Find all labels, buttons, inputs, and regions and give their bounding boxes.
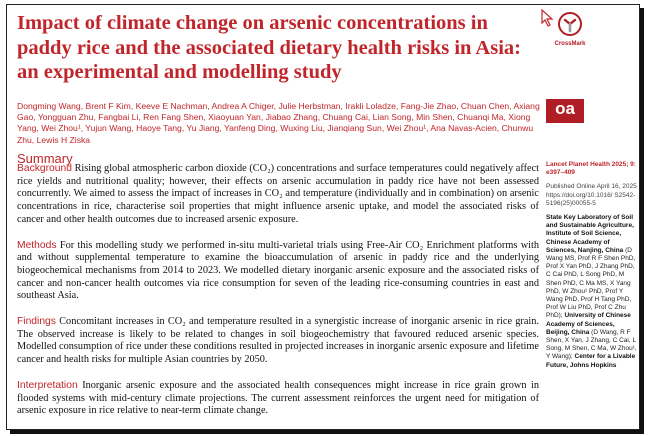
section-lead: Methods (17, 239, 57, 251)
publication-info[interactable]: Published Online April 16, 2025 https://doi.org/10.1016/ S2542-5196(25)00055-5 (546, 183, 637, 207)
section-text: For this modelling study we performed in-situ multi-varietal trials using Free-Air CO₂ Enrichment platforms with and without supplemental temperature to examine the bioaccumulation of arsenic in paddy rice and the underlying biogeochemical mechanisms from 2014 to 2023. We modelled dietary inorganic arsenic exposure and the associated risks of cancer and non-cancer health outcomes via rice consumption for seven of the leading rice-consuming countries in east and southeast Asia. (17, 239, 540, 302)
affiliation-institution: Center for a Livable Future, Johns Hopkins (546, 353, 636, 369)
section-interpretation (17, 380, 539, 418)
section-methods (17, 240, 539, 304)
open-access-strip (546, 121, 584, 123)
section-text: Concomitant increases in CO₂ and temperature resulted in a synergistic increase of inorganic arsenic in rice grain. The observed increase is likely to be related to changes in soil biogeochemistry that favoured reduced arsenic species. Modelled consumption of rice under these conditions resulted in projected increases in inorganic arsenic exposure and lifetime cancer and health risks for multiple Asian countries by 2050. (17, 316, 540, 366)
affiliation-authors: (D Wang MS, Prof R F Shen PhD, Prof X Yan PhD, J Zhang PhD, C Cai PhD, L Song PhD, M Shen PhD, C Ma MS, X Yang PhD, W Zhou¹ PhD, Prof Y Wang PhD, Prof H Tang PhD, Prof W Liu PhD, Prof C Zhu PhD); (546, 246, 636, 320)
article-title: Impact of climate change on arsenic concentrations in paddy rice and the associated dietary health risks in Asia: an experimental and modelling study (17, 12, 521, 83)
crossmark-icon (557, 11, 583, 37)
article-frame (6, 4, 640, 430)
section-text: Rising global atmospheric carbon dioxide (CO₂) concentrations and surface temperatures could negatively affect rice yields and nutritional quality; however, their effects on arsenic accumulation in paddy rice have not been assessed concurrently. We aimed to assess the impact of increases in CO₂ and temperature (individually and in combination) on arsenic concentrations in rice, characterise soil properties that might influence arsenic uptake, and model the associated risks of cancer and other health outcomes due to increased arsenic exposure. (17, 163, 540, 225)
affiliation-institution: University of Chinese Academy of Sciences, Beijing, China (546, 312, 631, 336)
sidebar (546, 161, 638, 376)
crossmark-badge[interactable] (551, 11, 589, 47)
section-findings (17, 316, 539, 367)
author-list: Dongming Wang, Brent F Kim, Keeve E Nachman, Andrea A Chiger, Julie Herbstman, Irakli Loladze, Fang-Jie Zhao, Chuan Chen, Axiang Gao, Yongguan Zhu, Fangbai Li, Ren Fang Shen, Xiaoyuan Yan, Jiabao Zhang, Chuang Cai, Lian Song, Min Shen, Chuanqi Ma, Xiong Yang, Wei Zhou¹, Yujun Wang, Haoye Tang, Yu Jiang, Yanfeng Ding, Wuxing Liu, Jianqiang Sun, Wei Zhou¹, Ana Navas-Acien, Chunwu Zhu, Lewis H Ziska (17, 101, 540, 145)
summary-heading: Summary (17, 151, 73, 166)
journal-citation: Lancet Planet Health 2025; 9: e397–409 (546, 161, 636, 177)
open-access-badge: oa (546, 99, 584, 121)
section-background (17, 163, 539, 227)
section-text: Inorganic arsenic exposure and the associated health consequences might increase in rice grain grown in flooded systems with mid-century climate projections. The current assessment reinforces the urgent need for mitigation of arsenic exposure in rice relative to near-term climate change. (17, 379, 539, 417)
section-lead: Background (17, 163, 72, 174)
summary-body (17, 163, 539, 430)
section-lead: Findings (17, 316, 56, 328)
affiliation-authors: (D Wang, R F Shen, X Yan, J Zhang, C Cai, L Song, M Shen, C Ma, W Zhou¹, Y Wang); (546, 328, 637, 361)
affiliation (546, 214, 638, 370)
section-lead: Interpretation (17, 379, 78, 391)
crossmark-label: CrossMark (554, 41, 586, 47)
affiliation-institution: State Key Laboratory of Soil and Sustainable Agriculture, Institute of Soil Science, Chinese Academy of Sciences, Nanjing, China (546, 214, 634, 254)
